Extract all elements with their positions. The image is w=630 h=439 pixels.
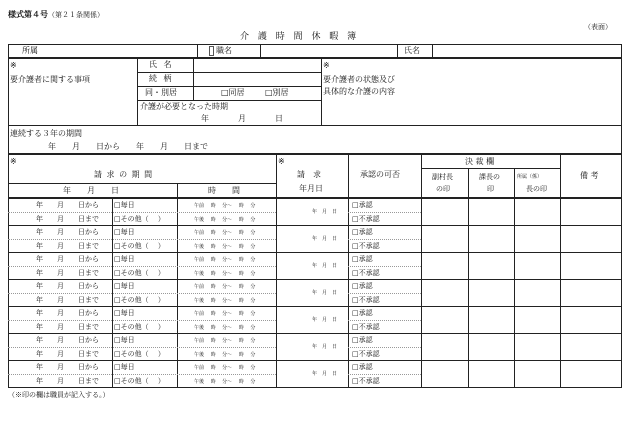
time-pm: 午後 時 分～ 時 分: [194, 271, 256, 277]
time-am: 午前 時 分～ 時 分: [194, 284, 256, 290]
front-label: （表面）: [584, 23, 612, 31]
cared-name-label: 氏 名: [149, 60, 174, 69]
rejected-checkbox[interactable]: □不承認: [352, 242, 380, 250]
table-row: [8, 198, 622, 225]
period3-label: 連続する３年の期間: [10, 129, 82, 138]
date-from: 年 月 日から: [36, 309, 99, 317]
daily-checkbox[interactable]: □毎日: [114, 228, 135, 236]
since-day: 日: [275, 114, 283, 123]
request-header: 請 求: [297, 170, 321, 179]
table-row: [8, 360, 622, 387]
decision-header: 決 裁 欄: [465, 157, 495, 166]
table-row: [8, 225, 622, 252]
daily-checkbox[interactable]: □毎日: [114, 309, 135, 317]
deputy-mayor-label: 副村長: [432, 173, 453, 181]
date-from: 年 月 日から: [36, 336, 99, 344]
other-checkbox[interactable]: □その他（ ）: [114, 269, 165, 277]
since-label: 介護が必要となった時期: [140, 102, 228, 111]
job-title-label: 職名: [216, 46, 232, 55]
cared-section-label: 要介護者に関する事項: [10, 75, 90, 84]
date-to: 年 月 日まで: [36, 242, 99, 250]
time-header: 時 間: [208, 186, 240, 195]
time-pm: 午後 時 分～ 時 分: [194, 325, 256, 331]
since-month: 月: [238, 114, 246, 123]
request-date: 年 月 日: [312, 371, 338, 377]
time-am: 午前 時 分～ 時 分: [194, 365, 256, 371]
time-pm: 午後 時 分～ 時 分: [194, 217, 256, 223]
affiliation-label: 所属: [22, 46, 38, 55]
date-from: 年 月 日から: [36, 282, 99, 290]
time-am: 午前 時 分～ 時 分: [194, 338, 256, 344]
approved-checkbox[interactable]: □承認: [352, 228, 373, 236]
daily-checkbox[interactable]: □毎日: [114, 255, 135, 263]
footnote: （※印の欄は職員が記入する。）: [8, 391, 110, 399]
other-checkbox[interactable]: □その他（ ）: [114, 350, 165, 358]
deputy-mayor-seal: の印: [436, 185, 450, 193]
rejected-checkbox[interactable]: □不承認: [352, 215, 380, 223]
date-to: 年 月 日まで: [36, 296, 99, 304]
remarks-header: 備 考: [580, 171, 599, 180]
date-to: 年 月 日まで: [36, 215, 99, 223]
rejected-checkbox[interactable]: □不承認: [352, 350, 380, 358]
request-date: 年 月 日: [312, 344, 338, 350]
date-to: 年 月 日まで: [36, 323, 99, 331]
request-date: 年 月 日: [312, 317, 338, 323]
rejected-checkbox[interactable]: □不承認: [352, 269, 380, 277]
daily-checkbox[interactable]: □毎日: [114, 363, 135, 371]
daily-checkbox[interactable]: □毎日: [114, 336, 135, 344]
request-date: 年 月 日: [312, 290, 338, 296]
unit-chief-seal: 長の印: [526, 185, 547, 193]
daily-checkbox[interactable]: □毎日: [114, 201, 135, 209]
separate-house-checkbox[interactable]: □別居: [265, 88, 289, 97]
time-pm: 午後 時 分～ 時 分: [194, 298, 256, 304]
other-checkbox[interactable]: □その他（ ）: [114, 296, 165, 304]
request-date: 年 月 日: [312, 263, 338, 269]
time-pm: 午後 時 分～ 時 分: [194, 352, 256, 358]
period-header: 請 求 の 期 間: [94, 170, 154, 179]
rejected-checkbox[interactable]: □不承認: [352, 296, 380, 304]
mark-cared: ※: [10, 61, 17, 70]
rejected-checkbox[interactable]: □不承認: [352, 323, 380, 331]
other-checkbox[interactable]: □その他（ ）: [114, 323, 165, 331]
form-title: 介 護 時 間 休 暇 簿: [240, 32, 360, 42]
approved-checkbox[interactable]: □承認: [352, 255, 373, 263]
since-year: 年: [201, 114, 209, 123]
other-checkbox[interactable]: □その他（ ）: [114, 377, 165, 385]
request-date-header: 年月日: [299, 184, 323, 193]
time-am: 午前 時 分～ 時 分: [194, 230, 256, 236]
date-from: 年 月 日から: [36, 201, 99, 209]
time-pm: 午後 時 分～ 時 分: [194, 379, 256, 385]
unit-chief-label: 所属（係）: [517, 174, 543, 180]
form-number: 様式第４号（第２１条関係）: [8, 9, 104, 19]
approved-checkbox[interactable]: □承認: [352, 201, 373, 209]
approved-checkbox[interactable]: □承認: [352, 363, 373, 371]
date-to: 年 月 日まで: [36, 269, 99, 277]
approval-header: 承認の可否: [360, 170, 400, 179]
other-checkbox[interactable]: □その他（ ）: [114, 242, 165, 250]
condition-label: 要介護者の状態及び具体的な介護の内容: [323, 75, 395, 96]
section-chief-seal: 印: [487, 185, 494, 193]
time-am: 午前 時 分～ 時 分: [194, 257, 256, 263]
table-row: [8, 306, 622, 333]
request-date: 年 月 日: [312, 236, 338, 242]
time-am: 午前 時 分～ 時 分: [194, 203, 256, 209]
mark-period: ※: [10, 157, 17, 166]
date-header: 年 月 日: [63, 186, 119, 195]
date-from: 年 月 日から: [36, 228, 99, 236]
date-from: 年 月 日から: [36, 363, 99, 371]
daily-checkbox[interactable]: □毎日: [114, 282, 135, 290]
rejected-checkbox[interactable]: □不承認: [352, 377, 380, 385]
other-checkbox[interactable]: □その他（ ）: [114, 215, 165, 223]
mark-condition: ※: [323, 61, 330, 70]
header-row: [8, 44, 622, 58]
period3-line: 年 月 日から 年 月 日まで: [48, 142, 208, 151]
time-pm: 午後 時 分～ 時 分: [194, 244, 256, 250]
table-row: [8, 279, 622, 306]
approved-checkbox[interactable]: □承認: [352, 282, 373, 290]
table-row: [8, 252, 622, 279]
date-to: 年 月 日まで: [36, 350, 99, 358]
time-am: 午前 時 分～ 時 分: [194, 311, 256, 317]
mark-request: ※: [278, 157, 285, 166]
field-marker: [209, 46, 214, 56]
approved-checkbox[interactable]: □承認: [352, 336, 373, 344]
request-date: 年 月 日: [312, 209, 338, 215]
name-label: 氏名: [404, 46, 420, 55]
approved-checkbox[interactable]: □承認: [352, 309, 373, 317]
living-label: 同・別居: [145, 88, 177, 97]
relation-label: 続 柄: [149, 74, 174, 83]
date-to: 年 月 日まで: [36, 377, 99, 385]
section-chief-label: 課長の: [479, 173, 500, 181]
table-row: [8, 333, 622, 360]
period-rows: [8, 198, 622, 387]
same-house-checkbox[interactable]: □同居: [221, 88, 245, 97]
date-from: 年 月 日から: [36, 255, 99, 263]
